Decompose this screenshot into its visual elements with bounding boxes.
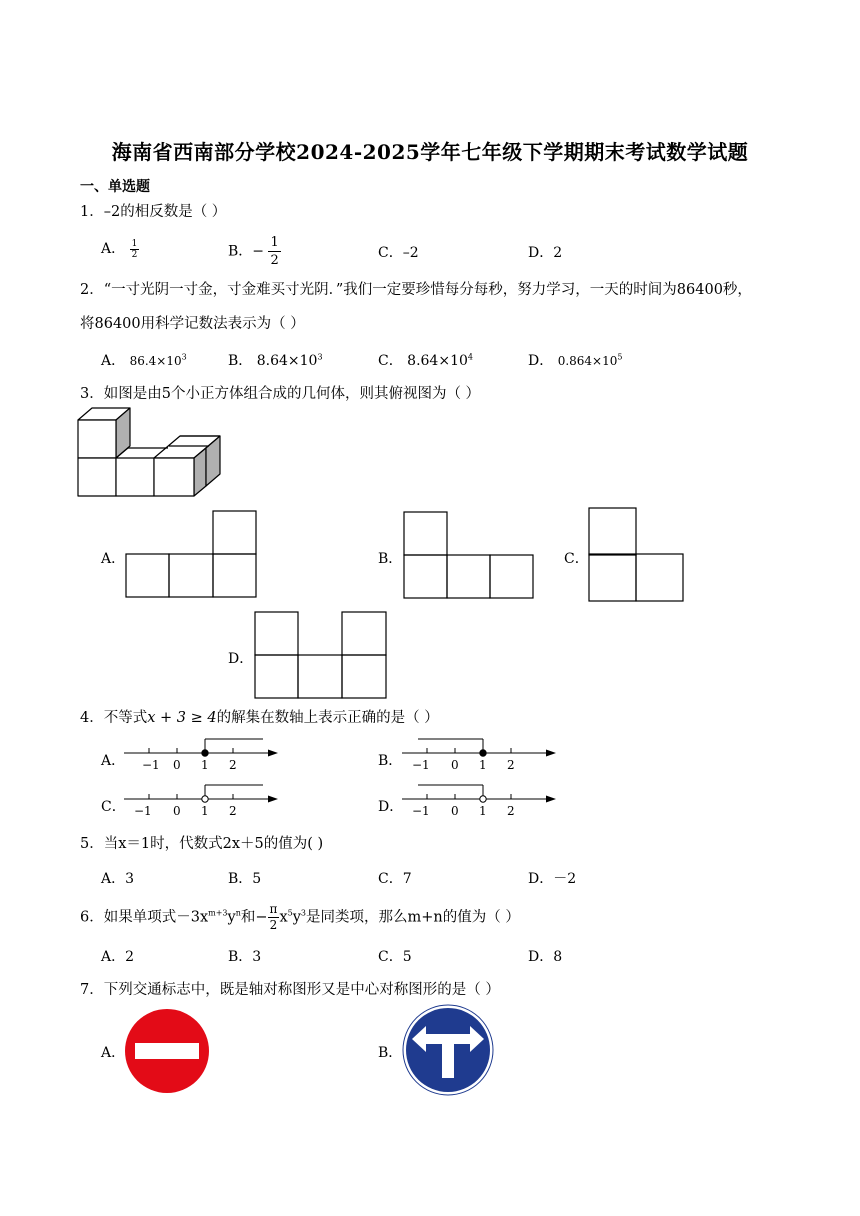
cube-solid-figure	[76, 408, 226, 500]
tick-label: 1	[479, 758, 487, 772]
tick-label: 2	[229, 804, 237, 818]
tick-label: 0	[451, 804, 459, 818]
tick-label: −1	[134, 804, 152, 818]
no-entry-sign-icon	[124, 1008, 210, 1094]
q7-option-a-label: A．	[101, 1045, 126, 1061]
question-7-stem: 7．下列交通标志中，既是轴对称图形又是中心对称图形的是（ ）	[80, 982, 500, 998]
question-5-stem: 5．当x＝1时，代数式2x＋5的值为( )	[80, 836, 324, 852]
q2-option-c: C． $8.64\times 10^4$	[378, 352, 473, 369]
tick-label: 1	[479, 804, 487, 818]
q3-option-d-label: D．	[228, 651, 254, 667]
q5-option-c: C．7	[378, 871, 412, 887]
q5-option-d: D．－2	[528, 871, 577, 887]
tick-label: 2	[507, 804, 515, 818]
q6-option-d: D．8	[528, 949, 563, 965]
tick-label: 1	[201, 804, 209, 818]
q4-number-line-c	[122, 782, 282, 826]
question-6-stem: 6．如果单项式$-3x^{m+3}y^n$和− $\frac{\pi}{2}$ $x^5y^3$是同类项，那么m+n的值为（ ）	[80, 902, 520, 932]
q7-option-b-label: B．	[378, 1045, 403, 1061]
question-3-stem: 3．如图是由5个小正方体组合成的几何体，则其俯视图为（ ）	[80, 386, 481, 402]
question-2-line2: 将86400用科学记数法表示为（ ）	[80, 316, 305, 332]
q4-number-line-a	[122, 736, 282, 780]
q6-option-a: A．2	[101, 949, 135, 965]
tick-label: 0	[173, 804, 181, 818]
q5-option-b: B．5	[228, 871, 262, 887]
q4-option-a-label: A．	[101, 753, 126, 769]
turn-left-or-right-sign-icon	[402, 1004, 494, 1096]
tick-label: −1	[142, 758, 160, 772]
q6-option-b: B．3	[228, 949, 262, 965]
q3-option-a-figure	[125, 510, 257, 598]
section-heading: 一、单选题	[80, 179, 150, 195]
question-2-line1: 2．“一寸光阴一寸金，寸金难买寸光阴．”我们一定要珍惜每分每秒，努力学习，一天的时间为86400秒，	[80, 282, 752, 298]
tick-label: 0	[451, 758, 459, 772]
question-4-stem: 4．不等式x + 3 ≥ 4的解集在数轴上表示正确的是（ ）	[80, 710, 439, 726]
tick-label: 1	[201, 758, 209, 772]
q4-option-b-label: B．	[378, 753, 403, 769]
q1-option-b: B．− $\frac{1}{2}$	[228, 235, 279, 268]
q4-number-line-d	[400, 782, 560, 826]
q6-option-c: C．5	[378, 949, 412, 965]
q3-option-b-label: B．	[378, 551, 403, 567]
q1-option-a: A． $\frac{1}{2}$	[101, 238, 138, 260]
tick-label: −1	[412, 804, 430, 818]
q3-option-c-figure	[588, 507, 686, 603]
q2-option-b: B． $8.64\times 10^3$	[228, 352, 323, 369]
q2-option-d: D． $0.864\times 10^5$	[528, 352, 623, 369]
q5-option-a: A．3	[101, 871, 135, 887]
q3-option-c-label: C．	[564, 551, 589, 567]
q4-number-line-b	[400, 736, 560, 780]
q3-option-d-figure	[254, 611, 388, 701]
tick-label: −1	[412, 758, 430, 772]
tick-label: 2	[507, 758, 515, 772]
tick-label: 2	[229, 758, 237, 772]
q3-option-a-label: A．	[101, 551, 126, 567]
q1-option-d: D．2	[528, 245, 563, 261]
question-1-stem: 1．–2的相反数是（ ）	[80, 204, 227, 220]
q4-option-c-label: C．	[101, 799, 126, 815]
q2-option-a: A． $86.4\times 10^3$	[101, 352, 187, 369]
q3-option-b-figure	[403, 511, 535, 599]
page-title: 海南省西南部分学校2024-2025学年七年级下学期期末考试数学试题	[111, 140, 749, 164]
tick-label: 0	[173, 758, 181, 772]
q4-option-d-label: D．	[378, 799, 404, 815]
q1-option-c: C．–2	[378, 245, 419, 261]
